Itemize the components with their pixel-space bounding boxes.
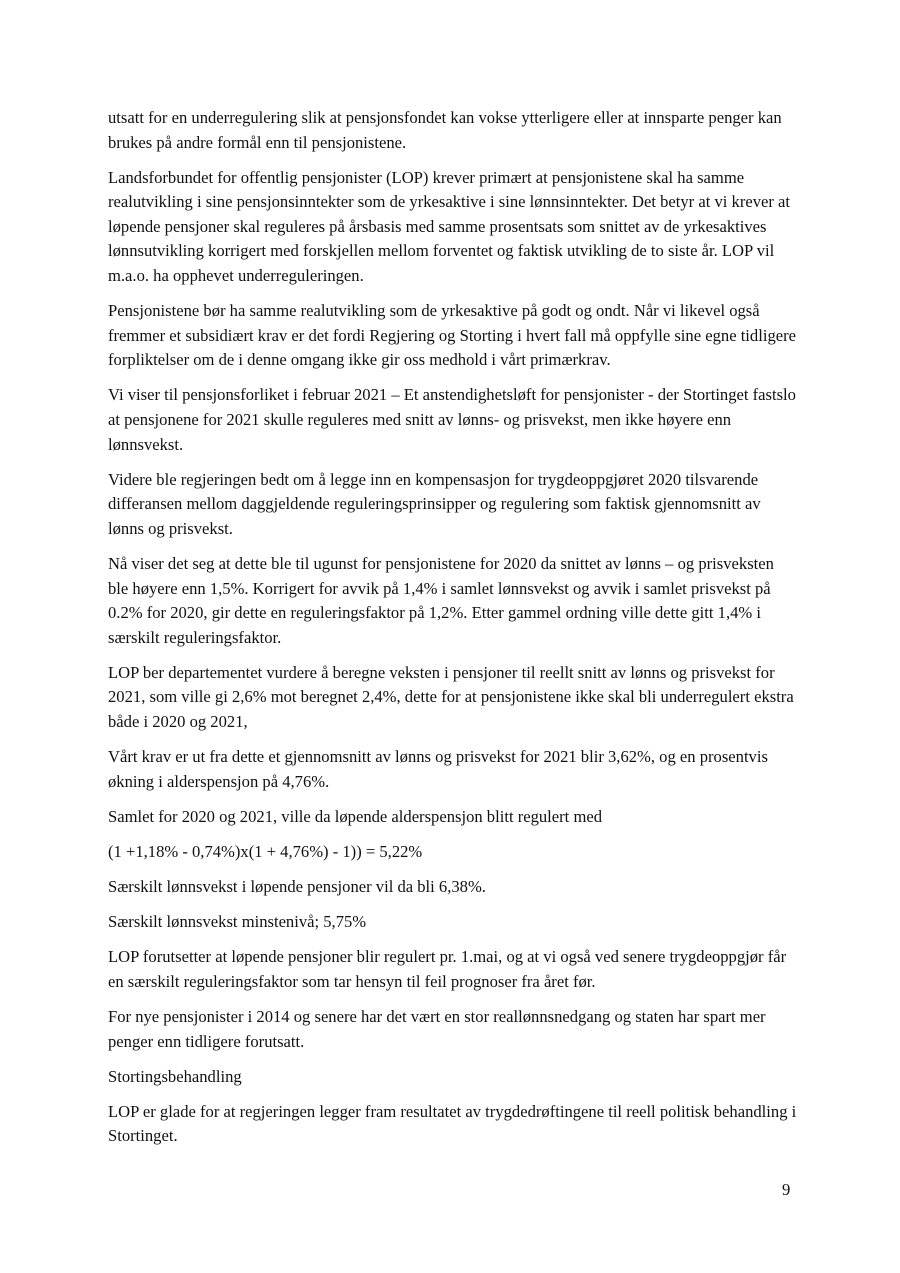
paragraph-pensjonsforliket: Vi viser til pensjonsforliket i februar 2021 – Et anstendighetsløft for pensjonister - der Stortinget fastslo at pensjonene for 2021 skulle reguleres med snitt av lønns- og prisvekst, men ikke høyere enn lønnsvekst. bbox=[108, 385, 796, 454]
paragraph-lop-primary-demand: Landsforbundet for offentlig pensjonister (LOP) krever primært at pensjonistene skal ha samme realutvikling i sine pensjonsinntekter som de yrkesaktive i sine lønnsinntekter. Det betyr at vi krever at løpende pensjoner skal reguleres på årsbasis med samme prosentsats som snittet av de yrkesaktives lønnsutvikling korrigert med forskjellen mellom forventet og faktisk utvikling de to siste år. LOP vil m.a.o. ha opphevet underreguleringen. bbox=[108, 167, 791, 286]
paragraph-minsteniva: Særskilt lønnsvekst minstenivå; 5,75% bbox=[108, 912, 367, 932]
paragraph-underregulering: utsatt for en underregulering slik at pensjonsfondet kan vokse ytterligere eller at innsparte penger kan brukes på andre formål enn til pensjonistene. bbox=[108, 108, 782, 152]
section-heading-stortingsbehandling: Stortingsbehandling bbox=[108, 1066, 242, 1086]
paragraph-nye-pensjonister: For nye pensjonister i 2014 og senere har det vært en stor reallønnsnedgang og staten har spart mer penger enn tidligere forutsatt. bbox=[108, 1006, 766, 1051]
paragraph-kompensasjon: Videre ble regjeringen bedt om å legge inn en kompensasjon for trygdeoppgjøret 2020 tilsvarende differansen mellom daggjeldende reguleringsprinsipper og regulering som faktisk gjennomsnitt av lønns og prisvekst. bbox=[108, 469, 761, 538]
paragraph-departement-vurdere: LOP ber departementet vurdere å beregne veksten i pensjoner til reellt snitt av lønns og prisvekst for 2021, som ville gi 2,6% mot beregnet 2,4%, dette for at pensjonistene ikke skal bli underregulert ekstra både i 2020 og 2021, bbox=[108, 662, 794, 732]
paragraph-politisk-behandling: LOP er glade for at regjeringen legger fram resultatet av trygdedrøftingene til reell politisk behandling i Stortinget. bbox=[108, 1101, 797, 1146]
paragraph-vart-krav: Vårt krav er ut fra dette et gjennomsnitt av lønns og prisvekst for 2021 blir 3,62%, og en prosentvis økning i alderspensjon på 4,76%. bbox=[108, 747, 768, 791]
paragraph-forutsetter: LOP forutsetter at løpende pensjoner blir regulert pr. 1.mai, og at vi også ved senere trygdeoppgjør får en særskilt reguleringsfaktor som tar hensyn til feil prognoser fra året før. bbox=[108, 947, 787, 991]
paragraph-sarskilt-lonnsvekst: Særskilt lønnsvekst i løpende pensjoner vil da bli 6,38%. bbox=[108, 877, 486, 897]
page-body bbox=[108, 106, 798, 1159]
paragraph-formula: (1 +1,18% - 0,74%)x(1 + 4,76%) - 1)) = 5,22% bbox=[108, 841, 423, 861]
paragraph-realutvikling: Pensjonistene bør ha samme realutvikling som de yrkesaktive på godt og ondt. Når vi likevel også fremmer et subsidiært krav er det fordi Regjering og Storting i hvert fall må oppfylle sine egne tidligere forpliktelser om de i denne omgang ikke gir oss medhold i vårt primærkrav. bbox=[108, 301, 796, 370]
paragraph-ugunst-2020: Nå viser det seg at dette ble til ugunst for pensjonistene for 2020 da snittet av lønns – og prisveksten ble høyere enn 1,5%. Korrigert for avvik på 1,4% i samlet lønnsvekst og avvik i samlet prisvekst på 0.2% for 2020, gir dette en reguleringsfaktor på 1,2%. Etter gammel ordning ville dette gitt 1,4% i særskilt reguleringsfaktor. bbox=[108, 554, 774, 647]
paragraph-samlet-2020-2021: Samlet for 2020 og 2021, ville da løpende alderspensjon blitt regulert med bbox=[108, 806, 603, 826]
page-number: 9 bbox=[782, 1180, 791, 1199]
